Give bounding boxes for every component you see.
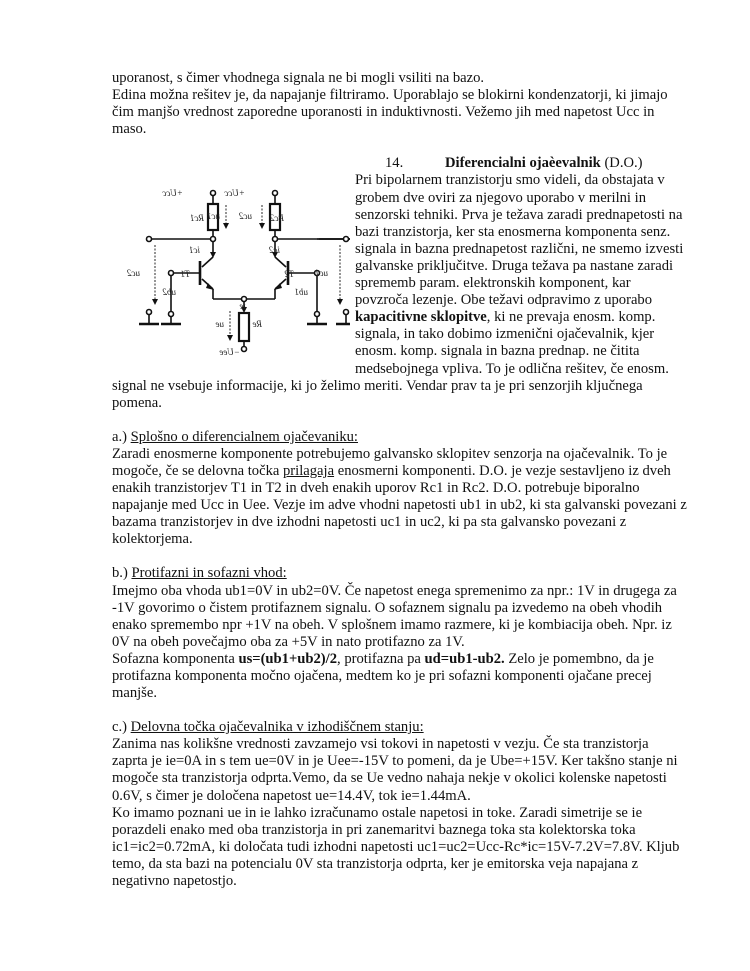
section-a [112, 429, 687, 549]
spacer [112, 412, 687, 429]
section-b-body-2: Sofazna komponenta us=(ub1+ub2)/2, protifazna pa ud=ub1-ub2. Zelo je pomembno, da je protifazna komponenta močno ojačena, medtem ko je pri sofazni komponenti ojačane precej manjše. [112, 650, 654, 702]
section-b-heading: b.) Protifazni in sofazni vhod: [112, 565, 287, 582]
section-number: 14. [385, 155, 404, 172]
label-ic2: ic2 [269, 245, 280, 256]
label-ic1: ic1 [189, 245, 200, 256]
label-ucc-left: +Ucc [224, 188, 245, 199]
label-uc2-drop: uc2 [239, 211, 252, 222]
section-title: Diferencialni ojaèevalnik [445, 155, 601, 172]
section-a-heading: a.) Splošno o diferencialnem ojačevaniku: [112, 428, 358, 445]
label-rc1: Rc1 [190, 213, 204, 224]
label-uc1-drop: uc1 [207, 211, 220, 222]
section-c-body-2: Ko imamo poznani ue in ie lahko izračunamo ostale napetosi in toke. Zaradi simetrije se ie porazdeli enako med oba tranzistorja in pri zanemaritvi baznega toka sta kolektorska toka ic1=ic2=0.72mA, ki določata tudi izhodni napetosti uc1=uc2=Ucc-Rc*ic=15V-7.2V=7.8V. Kljub temo, da sta bazi na potencialu 0V sta tranzistorja odprta, ker je emitorska veja napajana z negativno napetostjo. [112, 804, 680, 890]
spacer [112, 548, 687, 565]
spacer [112, 702, 687, 719]
differential-amplifier-circuit-diagram [112, 159, 350, 364]
section-14-body: Pri bipolarnem tranzistorju smo videli, da obstajata v grobem dve oviri za njegovo uporabo v merilni in senzorski tehniki. Prva je težava zaradi prednapetosti na bazi tranzistorja, ker sta enosmerna komponenta senz. signala in bazna prednapetost različni, ne smemo izvesti galvanske priključitve. Druga težava pa nastane zaradi sprememb param. elektronskih komponent, kar povzroča lezenje. Obe težavi odpravimo z uporabo kapacitivne sklopitve, ki ne prevaja enosm. komp. signala, in tako dobimo izmenični ojačevalnik, kjer enosm. komp. signala in bazna prednap. ne čitita medsebojnega vpliva. To je odlična rešitev, če enosm. signal ne vsebuje informacije, ki jo želimo meriti. Vendar prav ta je pri senzorjih ključnega pomena. [112, 172, 684, 411]
label-uee: −Uee [219, 347, 240, 358]
formula-ud: ud=ub1-ub2. [424, 650, 505, 667]
label-ub2: ub2 [162, 287, 176, 298]
underlined-term: prilagaja [283, 462, 335, 479]
section-c [112, 719, 687, 890]
section-c-heading: c.) Delovna točka ojačevalnika v izhodiščnem stanju: [112, 719, 424, 736]
label-t2: T2 [284, 269, 294, 280]
label-ue: ue [215, 319, 224, 330]
formula-us: us=(ub1+ub2)/2 [238, 650, 338, 667]
intro-line: uporanost, s čimer vhodnega signala ne bi mogli vsiliti na bazo. [112, 70, 485, 86]
section-a-body: Zaradi enosmerne komponente potrebujemo galvansko sklopitev senzorja na ojačevalnik. To je mogoče, če se delovna točka prilagaja enosmerni komponenti. D.O. je vezje sestavljeno iz dveh enakih tranzistorjev T1 in T2 in dveh enakih uporov Rc1 in Rc2. D.O. potrebuje biporalno napajanje med Ucc in Uee. Vezje im adve vhodni napetosti ub1 in ub2, ki sta galvanski povezani z bazama tranzistorjev in dve izhodni napetosti uc1 in uc2, ki pa sta galvansko povezani z kolektorjema. [112, 445, 687, 548]
label-out-left: uc2 [127, 268, 140, 279]
intro-paragraph: Edina možna rešitev je, da napajanje filtriramo. Uporablajo se blokirni kondenzatorji, ki jimajo čim manjšo vrednost zaporedne uporanosti in induktivnosti. Vežemo jih med napetost Ucc in maso. [112, 87, 668, 138]
section-title-suffix: (D.O.) [600, 155, 643, 172]
section-b-body-1: Imejmo oba vhoda ub1=0V in ub2=0V. Če napetost enega spremenimo za npr.: 1V in drugega za -1V govorimo o čistem protifaznem signalu. O sofaznem signalu pa izvedemo na obeh vhodih enako spremembo npr +1V na obeh. V splošnem imamo razmere, ki je kombiacija obeh. Npr. iz 0V na obeh povečajmo oba za +5V in nato protifazno za 1V. [112, 582, 677, 650]
document-page [112, 70, 687, 890]
label-ie: ie [239, 301, 246, 312]
section-14 [112, 155, 687, 411]
label-ucc-right: +Ucc [162, 188, 183, 199]
label-ub1: ub1 [294, 287, 308, 298]
section-b [112, 565, 687, 702]
label-re: Re [252, 319, 262, 330]
bold-term: kapacitivne sklopitve [355, 309, 487, 326]
label-out-right: uc1 [315, 268, 328, 279]
section-c-body-1: Zanima nas kolikšne vrednosti zavzamejo vsi tokovi in napetosti v vezju. Če sta tranzistorja zaprta je ie=0A in s tem ue=0V in je Uee=-15V to pomeni, da je Ube=+15V. Ker takšno stanje ni mogoče sta tranzistorja odprta.Vemo, da se Ue vedno nahaja nekje v okolici kolenske napetosti 0.6V, s čimer je določena napetost ue=14.4V, tok ie=1.44mA. [112, 736, 678, 804]
label-t1: T1 [180, 269, 190, 280]
label-rc2: Rc2 [270, 213, 284, 224]
spacer [112, 138, 687, 155]
